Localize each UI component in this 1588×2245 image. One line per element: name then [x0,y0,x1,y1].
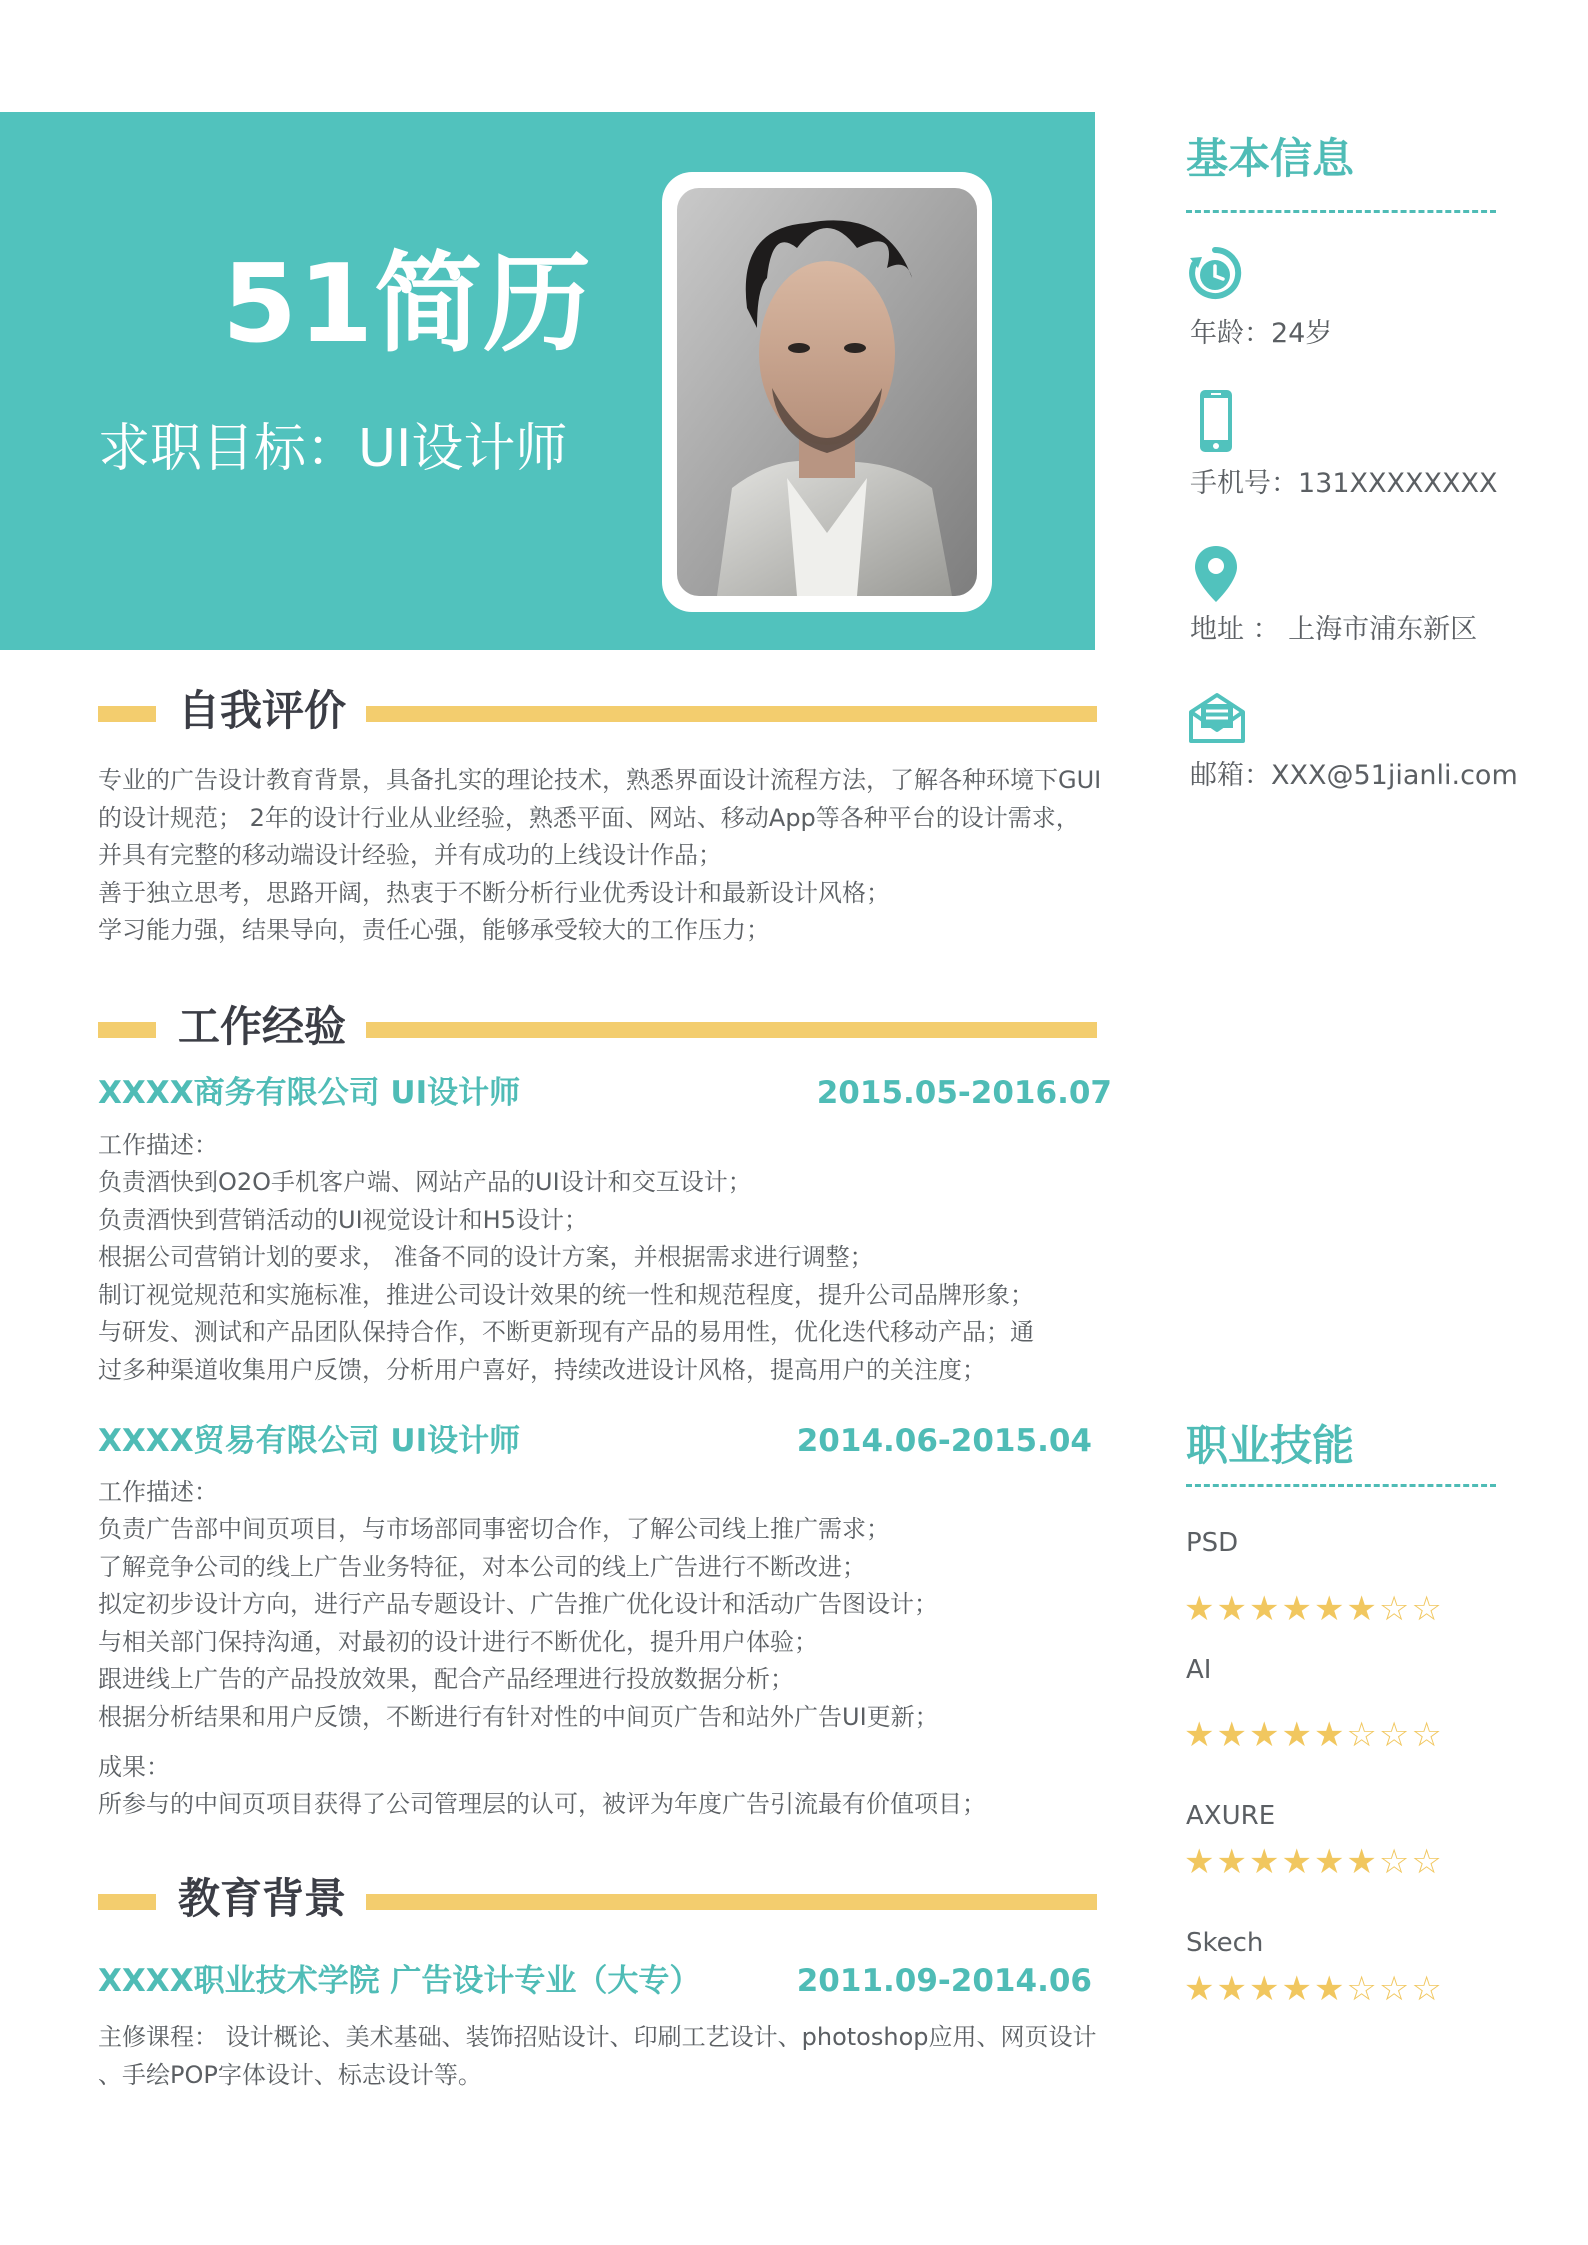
star-filled-icon: ★ [1216,1969,1249,2009]
school-name: XXXX职业技术学院 广告设计专业（大专） [98,1963,701,1999]
job-desc [98,1164,1034,1389]
job-title: XXXX贸易有限公司 UI设计师 [98,1423,521,1459]
section-bar-right [366,1022,1097,1038]
job-date: 2014.06-2015.04 [796,1423,1092,1459]
location-pin-icon [1193,544,1239,608]
self-eval-text [98,762,1101,950]
star-filled-icon: ★ [1248,1715,1282,1755]
star-filled-icon: ★ [1248,1969,1282,2009]
text-line: 主修课程： 设计概论、美术基础、装饰招贴设计、印刷工艺设计、photoshop应用、网页设计 [98,2023,1097,2051]
text-line: 负责酒快到营销活动的UI视觉设计和H5设计； [98,1205,588,1234]
star-empty-icon: ☆ [1411,1842,1444,1882]
basic-info-title: 基本信息 [1186,134,1355,183]
star-empty-icon: ☆ [1411,1715,1444,1755]
job-desc [98,1511,939,1736]
star-filled-icon: ★ [1313,1715,1347,1755]
email-text: 邮箱：XXX@51jianli.com [1190,760,1518,791]
education-title: 教育背景 [178,1874,347,1923]
skill-name: Skech [1186,1928,1264,1958]
skills-title: 职业技能 [1186,1421,1355,1470]
section-bar-right [366,706,1097,722]
star-filled-icon: ★ [1281,1969,1314,2009]
skill-rating [1184,1715,1444,1755]
star-filled-icon: ★ [1346,1842,1379,1882]
star-filled-icon: ★ [1281,1589,1314,1629]
text-line: 学习能力强，结果导向，责任心强，能够承受较大的工作压力； [98,916,770,944]
star-filled-icon: ★ [1216,1589,1249,1629]
text-line: 与研发、测试和产品团队保持合作，不断更新现有产品的易用性，优化迭代移动产品；通 [98,1318,1034,1346]
age-text: 年龄：24岁 [1190,318,1333,349]
job-title: XXXX商务有限公司 UI设计师 [98,1075,521,1111]
star-empty-icon: ☆ [1411,1589,1444,1629]
mail-icon [1188,692,1246,748]
text-line: 、手绘POP字体设计、标志设计等。 [98,2060,482,2089]
dashed-divider [1186,210,1496,213]
phone-text: 手机号：131XXXXXXXX [1190,468,1498,499]
profile-photo [677,188,977,596]
job-objective: 求职目标：UI设计师 [98,419,568,479]
text-line: 制订视觉规范和实施标准，推进公司设计效果的统一性和规范程度，提升公司品牌形象； [98,1280,1034,1309]
text-line: 负责酒快到O2O手机客户端、网站产品的UI设计和交互设计； [98,1168,752,1196]
star-filled-icon: ★ [1216,1842,1249,1882]
section-bar-left [98,706,156,722]
clock-icon [1186,244,1244,306]
star-filled-icon: ★ [1281,1842,1314,1882]
star-empty-icon: ☆ [1411,1969,1444,2009]
star-filled-icon: ★ [1184,1842,1217,1882]
skill-rating [1184,1969,1444,2009]
skill-rating [1184,1589,1444,1629]
work-exp-title: 工作经验 [178,1002,347,1051]
address-text: 地址 ： 上海市浦东新区 [1190,614,1478,645]
star-filled-icon: ★ [1184,1969,1217,2009]
edu-date: 2011.09-2014.06 [796,1963,1092,1999]
text-line: 专业的广告设计教育背景，具备扎实的理论技术，熟悉界面设计流程方法，了解各种环境下GUI [98,766,1102,794]
star-filled-icon: ★ [1313,1969,1347,2009]
work-desc-label: 工作描述： [98,1131,218,1159]
text-line: 负责广告部中间页项目，与市场部同事密切合作，了解公司线上推广需求； [98,1515,890,1543]
star-filled-icon: ★ [1248,1589,1282,1629]
self-eval-title: 自我评价 [178,686,347,735]
star-filled-icon: ★ [1281,1715,1314,1755]
star-filled-icon: ★ [1216,1715,1249,1755]
phone-icon [1198,388,1234,458]
section-bar-left [98,1022,156,1038]
star-empty-icon: ☆ [1378,1842,1412,1882]
text-line: 跟进线上广告的产品投放效果，配合产品经理进行投放数据分析； [98,1665,794,1693]
work-desc-label: 工作描述： [98,1478,218,1506]
text-line: 善于独立思考，思路开阔，热衷于不断分析行业优秀设计和最新设计风格； [98,878,890,907]
star-empty-icon: ☆ [1346,1969,1379,2009]
star-empty-icon: ☆ [1378,1715,1412,1755]
star-filled-icon: ★ [1184,1715,1217,1755]
section-bar-right [366,1894,1097,1910]
star-filled-icon: ★ [1313,1842,1347,1882]
text-line: 过多种渠道收集用户反馈，分析用户喜好，持续改进设计风格，提高用户的关注度； [98,1355,986,1384]
text-line: 了解竞争公司的线上广告业务特征，对本公司的线上广告进行不断改进； [98,1552,866,1581]
text-line: 与相关部门保持沟通，对最初的设计进行不断优化，提升用户体验； [98,1627,818,1656]
text-line: 拟定初步设计方向，进行产品专题设计、广告推广优化设计和活动广告图设计； [98,1590,938,1618]
text-line: 并具有完整的移动端设计经验，并有成功的上线设计作品； [98,841,722,869]
skill-name: PSD [1186,1528,1239,1558]
skill-rating [1184,1842,1444,1882]
job-date: 2015.05-2016.07 [816,1075,1112,1111]
text-line: 根据公司营销计划的要求， 准备不同的设计方案，并根据需求进行调整； [98,1243,874,1271]
brand-title: 51简历 [222,242,593,367]
star-filled-icon: ★ [1346,1589,1379,1629]
result-text: 所参与的中间页项目获得了公司管理层的认可，被评为年度广告引流最有价值项目； [98,1790,986,1818]
skill-name: AI [1186,1655,1212,1685]
course-list [98,2019,1096,2094]
text-line: 根据分析结果和用户反馈，不断进行有针对性的中间页广告和站外广告UI更新； [98,1702,939,1731]
star-empty-icon: ☆ [1378,1589,1412,1629]
dashed-divider [1186,1484,1496,1487]
text-line: 的设计规范； 2年的设计行业从业经验，熟悉平面、网站、移动App等各种平台的设计需求， [98,803,1080,832]
star-filled-icon: ★ [1184,1589,1217,1629]
star-filled-icon: ★ [1313,1589,1347,1629]
star-empty-icon: ☆ [1378,1969,1412,2009]
skill-name: AXURE [1186,1801,1276,1831]
section-bar-left [98,1894,156,1910]
star-filled-icon: ★ [1248,1842,1282,1882]
star-empty-icon: ☆ [1346,1715,1379,1755]
result-label: 成果： [98,1753,170,1781]
